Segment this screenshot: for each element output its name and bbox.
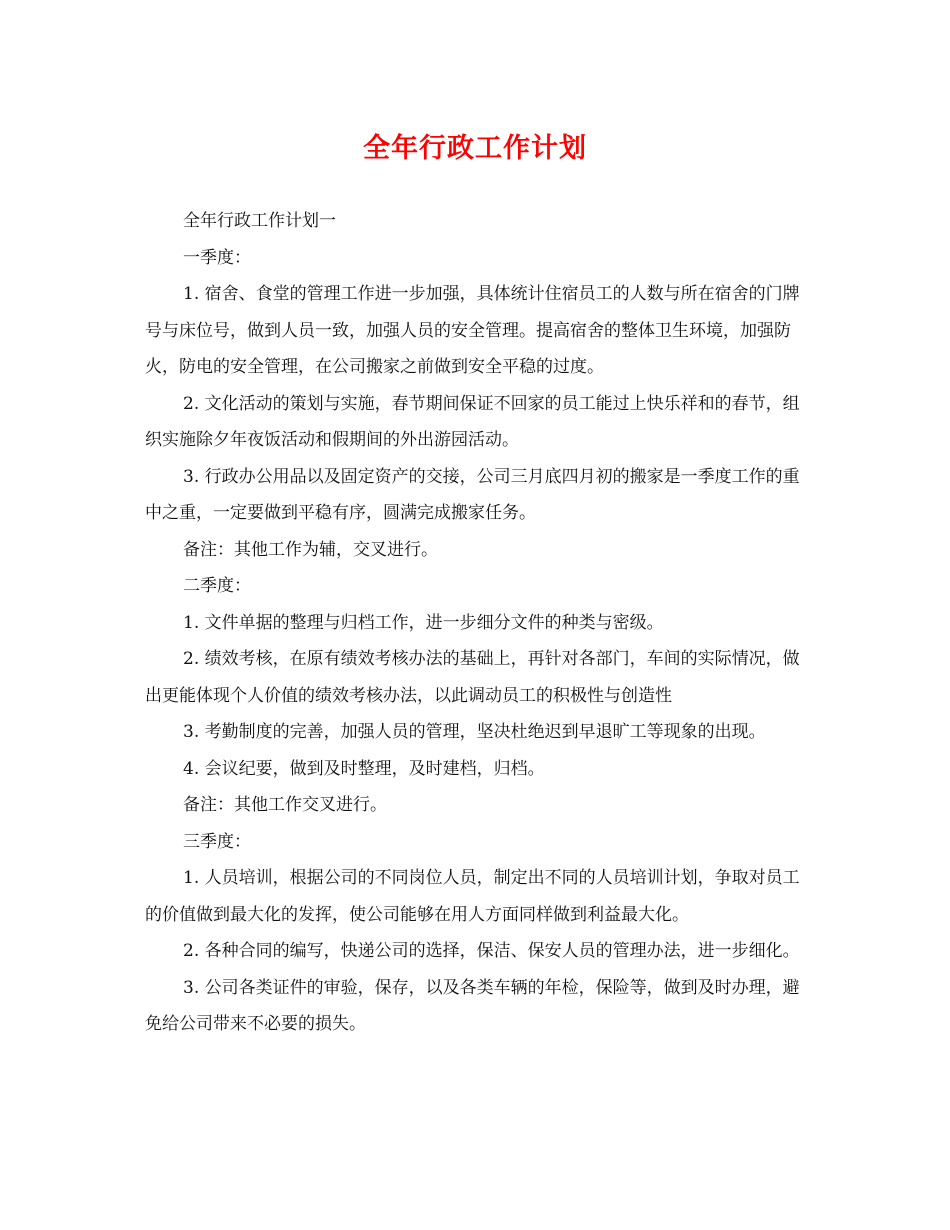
q2-item-2: 2. 绩效考核，在原有绩效考核办法的基础上，再针对各部门，车间的实际情况，做出更能体现个人价值的绩效考核办法，以此调动员工的积极性与创造性 bbox=[145, 649, 800, 706]
q1-item-1: 1. 宿舍、食堂的管理工作进一步加强，具体统计住宿员工的人数与所在宿舍的门牌号与床位号，做到人员一致，加强人员的安全管理。提高宿舍的整体卫生环境，加强防火，防电的安全管理，在公司搬家之前做到安全平稳的过度。 bbox=[145, 284, 800, 377]
q3-item-2: 2. 各种合同的编写，快递公司的选择，保洁、保安人员的管理办法，进一步细化。 bbox=[183, 941, 800, 961]
q1-item-3: 3. 行政办公用品以及固定资产的交接，公司三月底四月初的搬家是一季度工作的重中之重，一定要做到平稳有序，圆满完成搬家任务。 bbox=[145, 466, 800, 523]
q1-item-2: 2. 文化活动的策划与实施，春节期间保证不回家的员工能过上快乐祥和的春节，组织实施除夕年夜饭活动和假期间的外出游园活动。 bbox=[145, 393, 800, 450]
plan-heading: 全年行政工作计划一 bbox=[183, 211, 336, 231]
section-heading-q3: 三季度： bbox=[183, 831, 251, 852]
q2-item-1: 1. 文件单据的整理与归档工作，进一步细分文件的种类与密级。 bbox=[183, 612, 664, 633]
q3-item-1: 1. 人员培训，根据公司的不同岗位人员，制定出不同的人员培训计划，争取对员工的价值做到最大化的发挥，使公司能够在用人方面同样做到利益最大化。 bbox=[145, 868, 800, 925]
q2-note: 备注：其他工作交叉进行。 bbox=[183, 795, 387, 815]
document-title: 全年行政工作计划 bbox=[363, 133, 587, 164]
document-body bbox=[145, 203, 813, 1043]
q2-item-4: 4. 会议纪要，做到及时整理，及时建档，归档。 bbox=[183, 758, 545, 779]
q3-item-3: 3. 公司各类证件的审验，保存，以及各类车辆的年检，保险等，做到及时办理，避免给公司带来不必要的损失。 bbox=[145, 977, 800, 1034]
section-heading-q1: 一季度： bbox=[183, 247, 251, 268]
q2-item-3: 3. 考勤制度的完善，加强人员的管理，坚决杜绝迟到早退旷工等现象的出现。 bbox=[183, 722, 766, 742]
q1-note: 备注：其他工作为辅，交叉进行。 bbox=[183, 539, 438, 560]
section-heading-q2: 二季度： bbox=[183, 576, 251, 596]
